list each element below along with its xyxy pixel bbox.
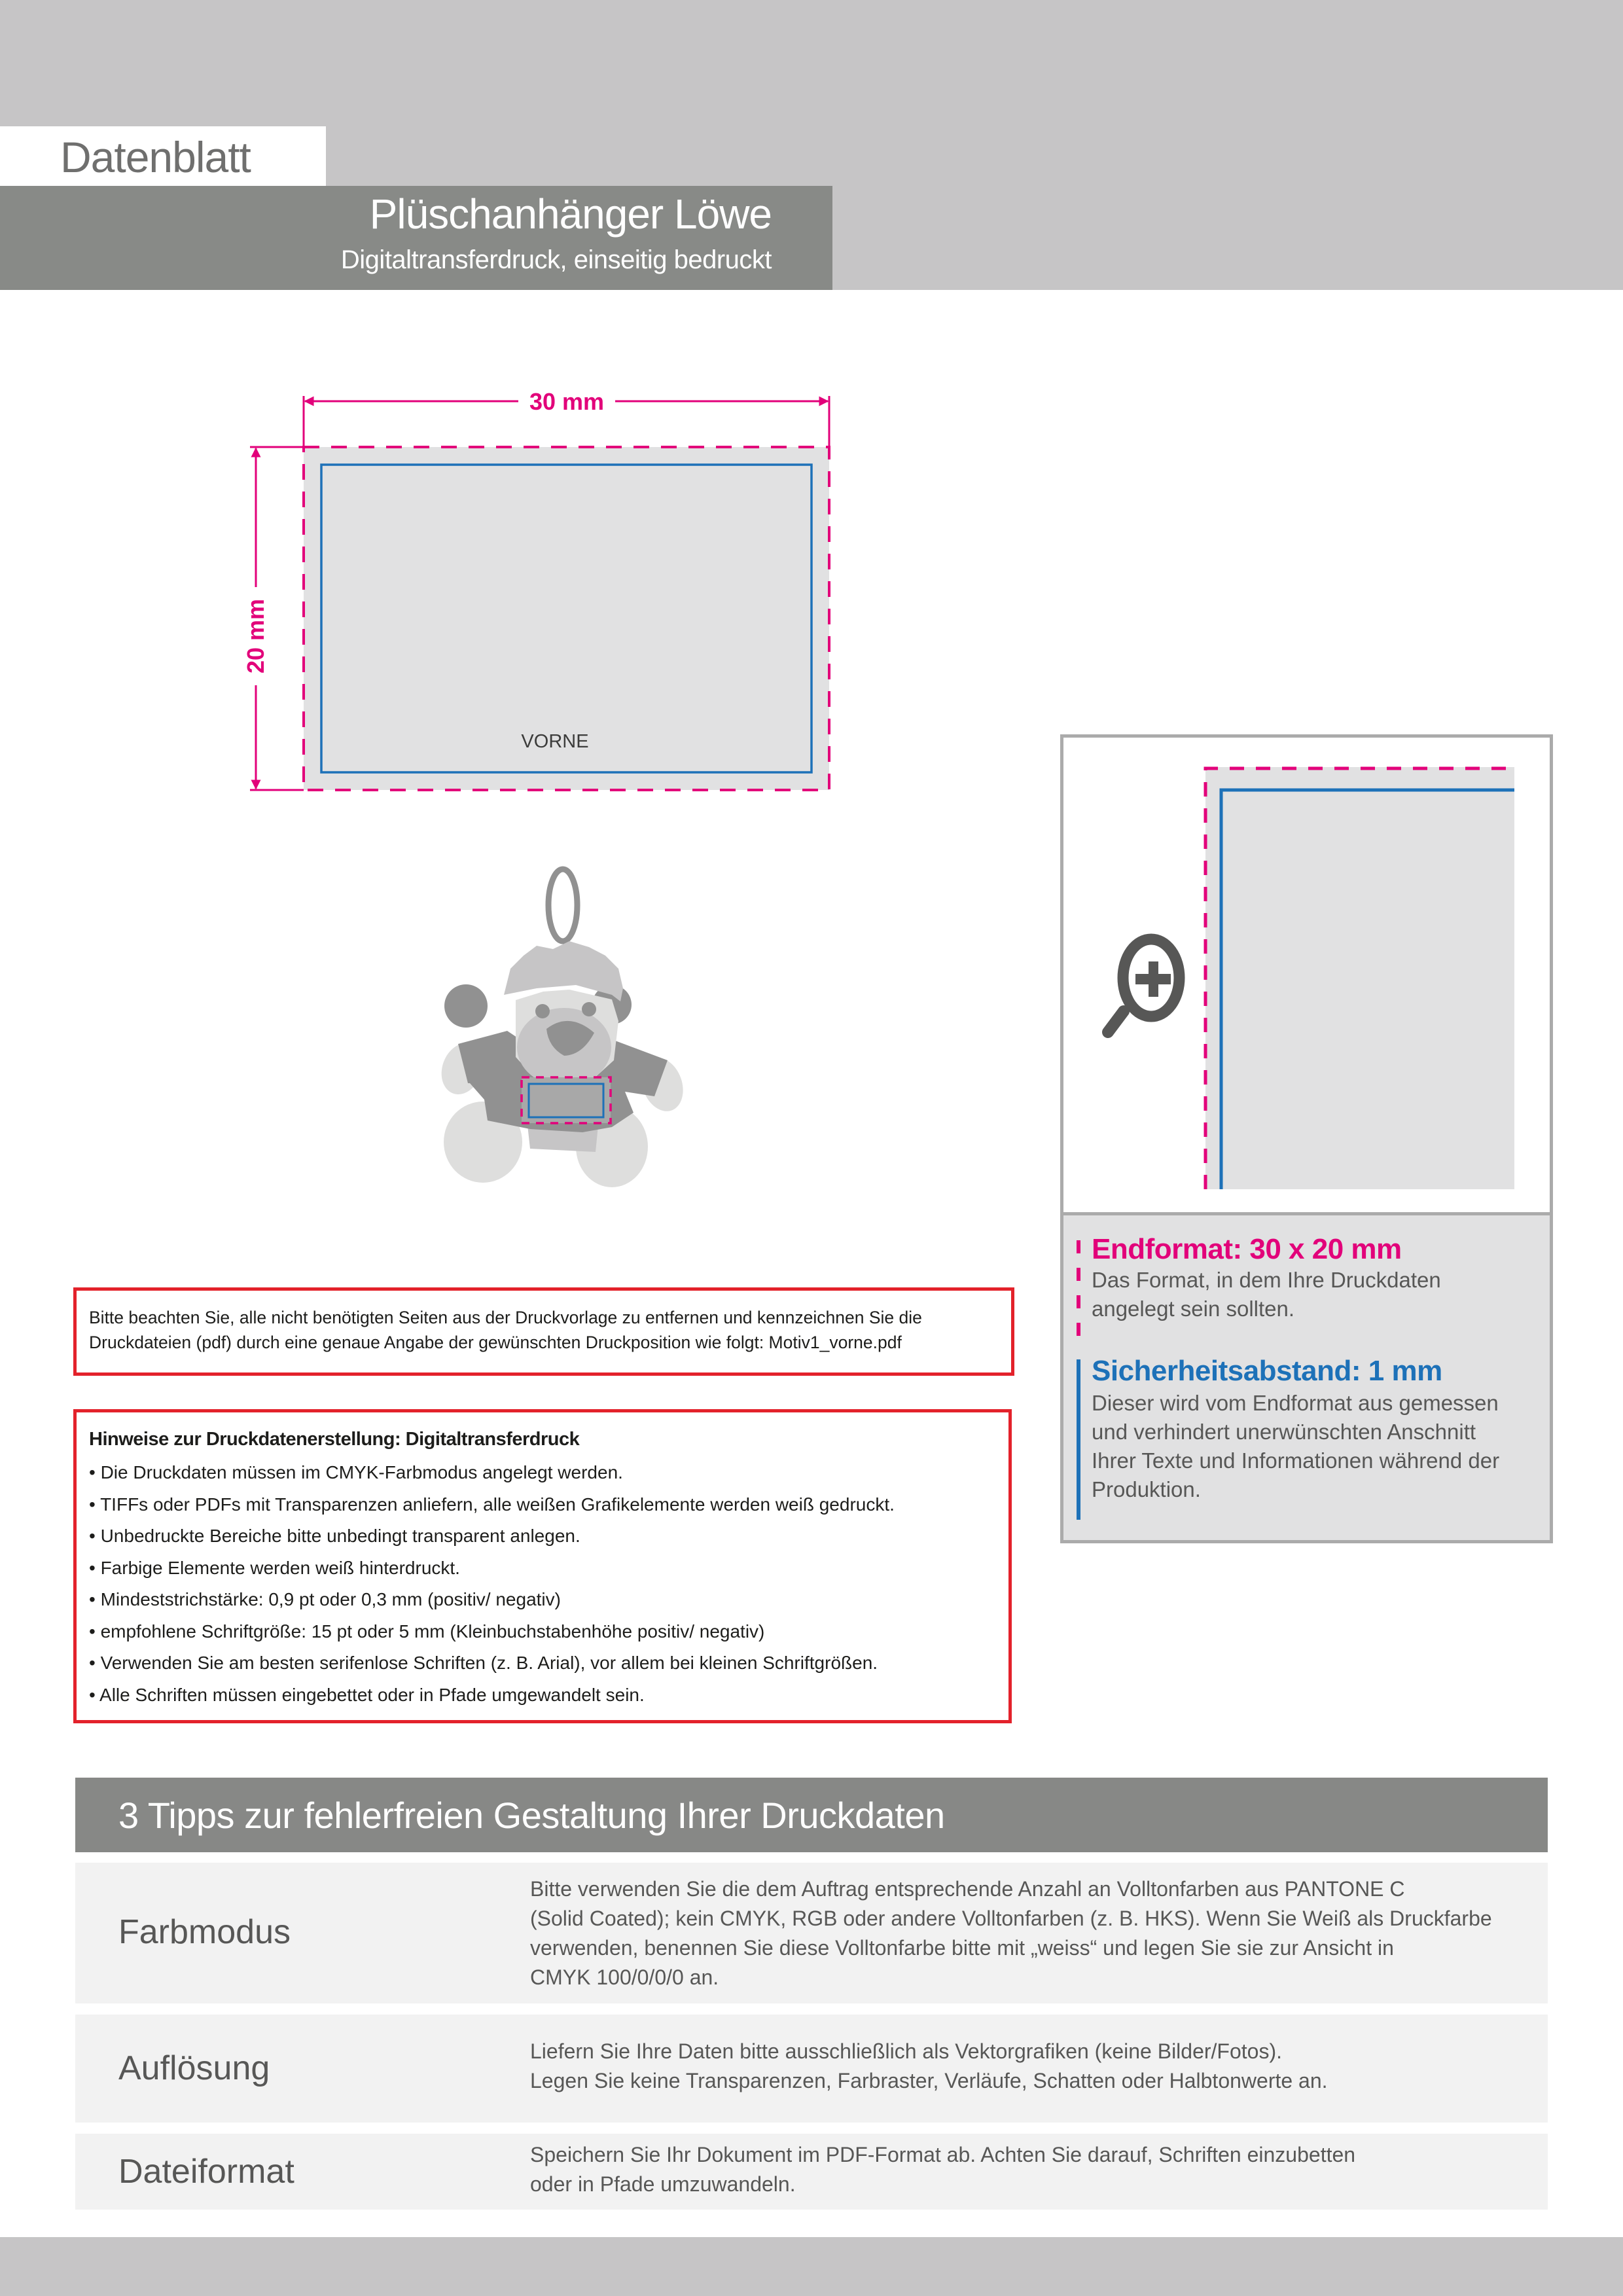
hint-item: • Mindeststrichstärke: 0,9 pt oder 0,3 mm (positiv/ negativ) xyxy=(89,1589,561,1609)
keyring-loop xyxy=(548,869,577,941)
print-data-hints xyxy=(73,1409,1012,1723)
file-naming-note xyxy=(73,1287,1014,1376)
footer-band xyxy=(0,2237,1623,2296)
zoom-in-icon xyxy=(1108,939,1179,1032)
zoom-detail-graphic xyxy=(1063,738,1550,1215)
safety-desc-line-1: Dieser wird vom Endformat aus gemessen xyxy=(1092,1391,1499,1415)
format-info-panel xyxy=(1060,1212,1553,1543)
tip-row-dateiformat xyxy=(75,2134,1548,2210)
tip-line: Speichern Sie Ihr Dokument im PDF-Format ab. Achten Sie darauf, Schriften einzubetten xyxy=(530,2143,1356,2166)
safety-desc-line-2: und verhindert unerwünschten Anschnitt xyxy=(1092,1420,1476,1444)
tip-row-farbmodus xyxy=(75,1863,1548,2003)
hint-item: • Verwenden Sie am besten serifenlose Schriften (z. B. Arial), vor allem bei kleinen Schriftgrößen. xyxy=(89,1653,878,1673)
ear-left xyxy=(444,984,488,1028)
safety-accent-line xyxy=(1077,1359,1080,1520)
tip-line: oder in Pfade umzuwandeln. xyxy=(530,2172,796,2196)
eye-right xyxy=(582,1002,596,1016)
hints-list xyxy=(89,1457,895,1711)
plush-lion-illustration xyxy=(435,869,690,1187)
hint-item: • empfohlene Schriftgröße: 15 pt oder 5 mm (Kleinbuchstabenhöhe positiv/ negativ) xyxy=(89,1621,765,1641)
tips-title: 3 Tipps zur fehlerfreien Gestaltung Ihrer Druckdaten xyxy=(118,1795,945,1836)
endformat-desc-line-1: Das Format, in dem Ihre Druckdaten xyxy=(1092,1268,1441,1292)
hint-item: • Farbige Elemente werden weiß hinterdruckt. xyxy=(89,1557,460,1578)
endformat-desc-line-2: angelegt sein sollten. xyxy=(1092,1297,1295,1321)
side-label: VORNE xyxy=(521,731,589,752)
tip-line: verwenden, benennen Sie diese Volltonfarbe bitte mit „weiss“ und legen Sie sie zur Ansicht in xyxy=(530,1936,1394,1960)
tip-line: (Solid Coated); kein CMYK, RGB oder andere Volltonfarben (z. B. HKS). Wenn Sie Weiß als Druckfarbe xyxy=(530,1907,1492,1930)
hints-title: Hinweise zur Druckdatenerstellung: Digitaltransferdruck xyxy=(89,1429,580,1450)
product-title: Plüschanhänger Löwe xyxy=(369,190,772,238)
height-label: 20 mm xyxy=(242,598,269,674)
hint-item: • Unbedruckte Bereiche bitte unbedingt transparent anlegen. xyxy=(89,1526,580,1546)
hint-item: • TIFFs oder PDFs mit Transparenzen anliefern, alle weißen Grafikelemente werden weiß gedruckt. xyxy=(89,1494,895,1515)
tip-line: Liefern Sie Ihre Daten bitte ausschließlich als Vektorgrafiken (keine Bilder/Fotos). xyxy=(530,2039,1282,2063)
eye-left xyxy=(535,1004,550,1018)
note-line-1: Bitte beachten Sie, alle nicht benötigten Seiten aus der Druckvorlage zu entfernen und kennzeichnen Sie die xyxy=(89,1308,922,1327)
tip-label: Farbmodus xyxy=(118,1913,291,1951)
safety-desc-line-3: Ihrer Texte und Informationen während der xyxy=(1092,1448,1500,1473)
safety-title: Sicherheitsabstand: 1 mm xyxy=(1092,1355,1442,1387)
product-subtitle: Digitaltransferdruck, einseitig bedruckt xyxy=(340,245,772,274)
zoom-detail-panel xyxy=(1060,734,1553,1215)
width-label: 30 mm xyxy=(529,388,605,415)
endformat-title: Endformat: 30 x 20 mm xyxy=(1092,1233,1402,1265)
tip-line: CMYK 100/0/0/0 an. xyxy=(530,1965,719,1989)
tip-line: Legen Sie keine Transparenzen, Farbraster, Verläufe, Schatten oder Halbtonwerte an. xyxy=(530,2069,1328,2092)
hint-item: • Die Druckdaten müssen im CMYK-Farbmodus angelegt werden. xyxy=(89,1462,623,1482)
tip-label: Dateiformat xyxy=(118,2153,294,2191)
zoom-bleed-area xyxy=(1205,767,1514,1189)
tips-header xyxy=(75,1778,1548,1852)
hint-item: • Alle Schriften müssen eingebettet oder in Pfade umgewandelt sein. xyxy=(89,1684,645,1705)
tip-label: Auflösung xyxy=(118,2049,270,2087)
tip-row-aufloesung xyxy=(75,2015,1548,2123)
tip-line: Bitte verwenden Sie die dem Auftrag entsprechende Anzahl an Volltonfarben aus PANTONE C xyxy=(530,1877,1405,1901)
doc-type-label: Datenblatt xyxy=(60,133,251,181)
endformat-accent-line xyxy=(1077,1240,1080,1338)
note-line-2: Druckdateien (pdf) durch eine genaue Angabe der gewünschten Druckposition wie folgt: Motiv1_vorne.pdf xyxy=(89,1333,902,1352)
safety-desc-line-4: Produktion. xyxy=(1092,1477,1201,1501)
